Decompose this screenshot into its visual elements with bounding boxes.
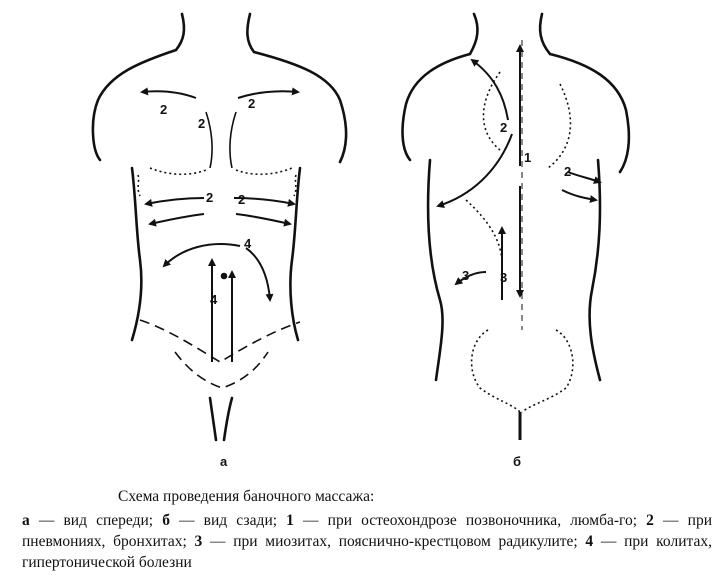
caption-body [22,510,712,573]
front-view-label: а [220,454,228,469]
back-view-label: б [513,454,522,469]
back-number-label: 2 [500,120,508,135]
front-number-label: 4 [244,236,252,251]
front-number-label: 4 [210,292,218,307]
caption-text: — вид спереди; [29,512,163,529]
front-number-label: 2 [238,192,246,207]
figure-caption [0,488,727,584]
caption-text: — вид сзади; [169,512,287,529]
front-anatomy-lines [138,112,300,388]
back-arrows [438,46,600,300]
caption-key: б [162,512,170,529]
caption-key: 3 [194,533,203,550]
caption-key: 1 [286,512,294,529]
front-number-label: 2 [160,102,168,117]
caption-text: — при пневмониях, бронхитах; [22,512,712,550]
caption-text: — при миозитах, пояснично-крестцовом радикулите; [202,533,586,550]
front-arrows [142,91,298,362]
back-torso [403,14,629,380]
front-number-label: 2 [248,96,256,111]
caption-key: 4 [585,533,594,550]
caption-title: Схема проведения баночного массажа: [118,488,375,505]
front-torso [93,14,346,440]
front-number-label: 2 [206,190,214,205]
caption-key: 2 [646,512,654,529]
back-number-label: 2 [564,164,572,179]
back-number-label: 3 [500,270,508,285]
caption-text: — при колитах, гипертонической болезни [22,533,712,571]
back-number-label: 3 [462,268,470,283]
caption-text: — при остеохондрозе позвоночника, люмба-го; [293,512,647,529]
front-number-label: 2 [198,116,206,131]
back-number-label: 1 [524,150,532,165]
caption-key: а [22,512,30,529]
